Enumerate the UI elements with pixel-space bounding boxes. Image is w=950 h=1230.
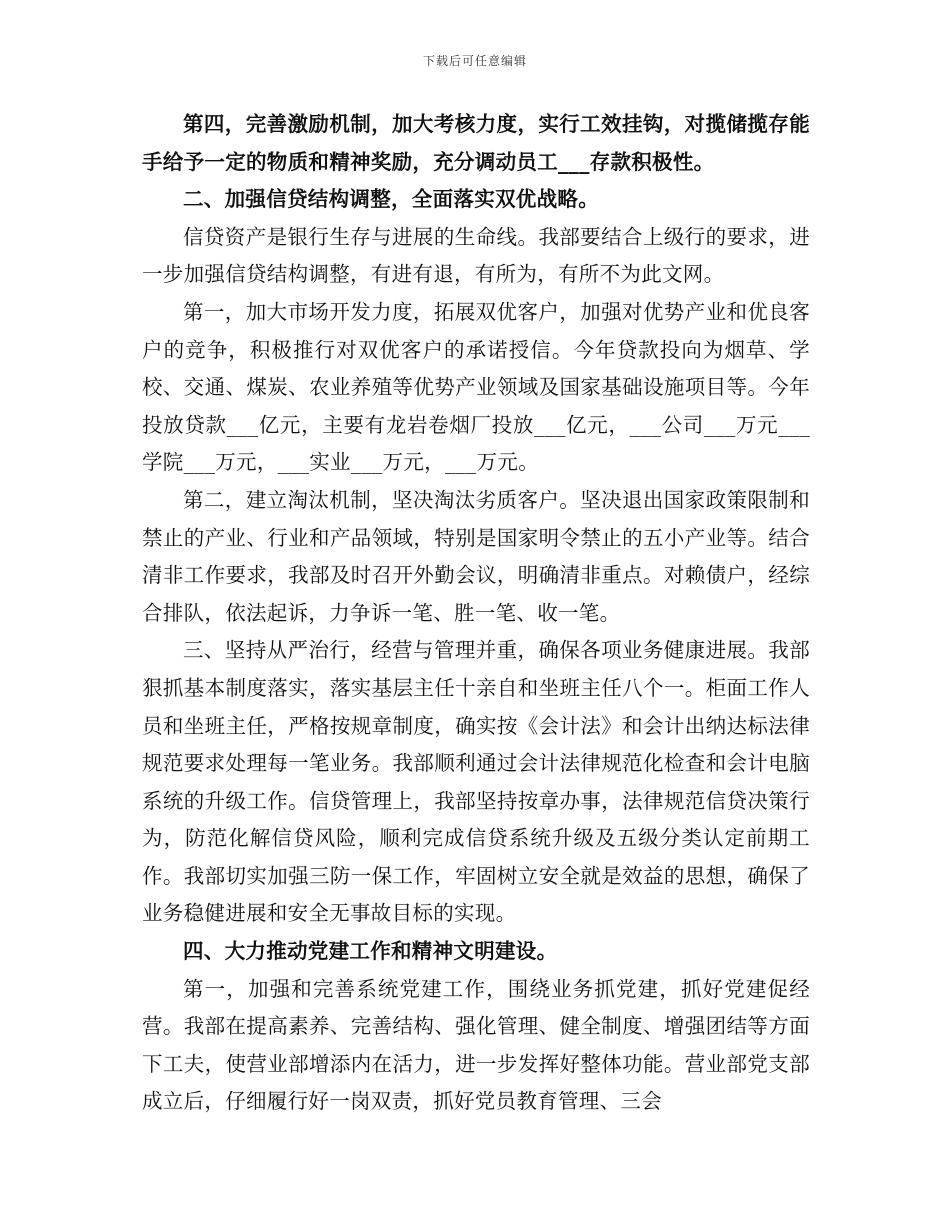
page-header: 下载后可任意编辑 — [422, 54, 527, 68]
paragraph-elimination-mechanism: 第二，建立淘汰机制，坚决淘汰劣质客户。坚决退出国家政策限制和禁止的产业、行业和产品领域，特别是国家明令禁止的五小产业等。结合清非工作要求，我部及时召开外勤会议，明确清非重点。对赖债户，经综合排队，依法起诉，力争诉一笔、胜一笔、收一笔。 — [142, 487, 810, 625]
paragraph-strict-management: 三、坚持从严治行，经营与管理并重，确保各项业务健康进展。我部狠抓基本制度落实，落实基层主任十亲自和坐班主任八个一。柜面工作人员和坐班主任，严格按规章制度，确实按《会计法》和会计出纳达标法律规范要求处理每一笔业务。我部顺利通过会计法律规范化检查和会计电脑系统的升级工作。信贷管理上，我部坚持按章办事，法律规范信贷决策行为，防范化解信贷风险，顺利完成信贷系统升级及五级分类认定前期工作。我部切实加强三防一保工作，牢固树立安全就是效益的思想，确保了业务稳健进展和安全无事故目标的实现。 — [142, 638, 810, 926]
paragraph-credit-assets: 信贷资产是银行生存与进展的生命线。我部要结合上级行的要求，进一步加强信贷结构调整，有进有退，有所为，有所不为此文网。 — [142, 224, 810, 287]
heading-credit-structure: 二、加强信贷结构调整，全面落实双优战略。 — [183, 187, 599, 212]
document-body — [142, 106, 810, 1121]
paragraph-market-development: 第一，加大市场开发力度，拓展双优客户，加强对优势产业和优良客户的竞争，积极推行对双优客户的承诺授信。今年贷款投向为烟草、学校、交通、煤炭、农业养殖等优势产业领域及国家基础设施项目等。今年投放贷款___亿元，主要有龙岩卷烟厂投放___亿元，___公司___万元___学院___万元，___实业___万元，___万元。 — [142, 299, 810, 475]
paragraph-party-work: 第一，加强和完善系统党建工作，围绕业务抓党建，抓好党建促经营。我部在提高素养、完善结构、强化管理、健全制度、增强团结等方面下工夫，使营业部增添内在活力，进一步发挥好整体功能。营业部党支部成立后，仔细履行好一岗双责，抓好党员教育管理、三会 — [142, 976, 810, 1114]
paragraph-incentive-mechanism: 第四，完善激励机制，加大考核力度，实行工效挂钩，对揽储揽存能手给予一定的物质和精神奖励，充分调动员工___存款积极性。 — [142, 112, 810, 174]
heading-party-building: 四、大力推动党建工作和精神文明建设。 — [183, 939, 558, 964]
